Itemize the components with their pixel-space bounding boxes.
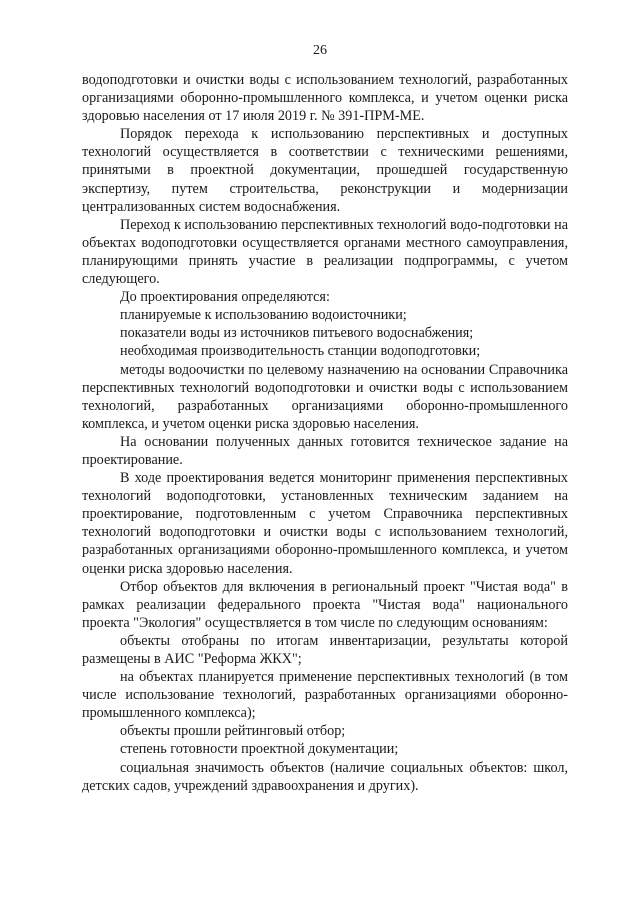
paragraph-1: водоподготовки и очистки воды с использованием технологий, разработанных организациями оборонно-промышленного комплекса, и учетом оценки риска здоровью населения от 17 июля 2019 г. № 391-ПРМ-МЕ. xyxy=(82,72,568,125)
list-item-water-sources: планируемые к использованию водоисточники; xyxy=(120,307,407,324)
list-item-rating: объекты прошли рейтинговый отбор; xyxy=(120,723,346,740)
list-item-social-significance: социальная значимость объектов (наличие социальных объектов: школ, детских садов, учреждений здравоохранения и других). xyxy=(82,759,568,794)
list-item-water-indicators: показатели воды из источников питьевого водоснабжения; xyxy=(120,325,474,342)
list-item-technologies: на объектах планируется применение перспективных технологий (в том числе использование технологий, разработанных организациями оборонно-промышленного комплекса); xyxy=(82,669,568,722)
document-body xyxy=(82,71,568,795)
list-item-station-capacity: необходимая производительность станции водоподготовки; xyxy=(120,343,481,360)
paragraph-4: До проектирования определяются: xyxy=(120,289,330,306)
paragraph-selection: Отбор объектов для включения в региональный проект "Чистая вода" в рамках реализации федерального проекта "Чистая вода" национального проекта "Экология" осуществляется в том числе по следующим основаниям: xyxy=(82,578,568,631)
list-item-treatment-methods: методы водоочистки по целевому назначению на основании Справочника перспективных технологий водоподготовки и очистки воды с использованием технологий, разработанных организациями оборонно-промышленного комплекса, и учетом оценки риска здоровью населения. xyxy=(82,361,568,432)
paragraph-monitoring: В ходе проектирования ведется мониторинг применения перспективных технологий водоподготовки, установленных техническим заданием на проектирование, подготовленным с учетом Справочника перспективных технологий водоподготовки и очистки воды с использованием технологий, разработанных организациями оборонно-промышленного комплекса, и учетом оценки риска здоровью населения. xyxy=(82,470,568,577)
paragraph-2: Порядок перехода к использованию перспективных и доступных технологий осуществляется в соответствии с техническими решениями, принятыми в проектной документации, прошедшей государственную экспертизу, путем строительства, реконструкции и модернизации централизованных систем водоснабжения. xyxy=(82,126,568,215)
page-number: 26 xyxy=(313,43,327,58)
paragraph-technical-task: На основании полученных данных готовится техническое задание на проектирование. xyxy=(82,433,568,468)
paragraph-3: Переход к использованию перспективных технологий водо-подготовки на объектах водоподготовки осуществляется органами местного самоуправления, планирующими принять участие в реализации подпрограммы, с учетом следующего. xyxy=(82,216,568,288)
list-item-inventory: объекты отобраны по итогам инвентаризации, результаты которой размещены в АИС "Реформа ЖКХ"; xyxy=(82,632,568,667)
list-item-readiness: степень готовности проектной документации; xyxy=(120,741,399,758)
